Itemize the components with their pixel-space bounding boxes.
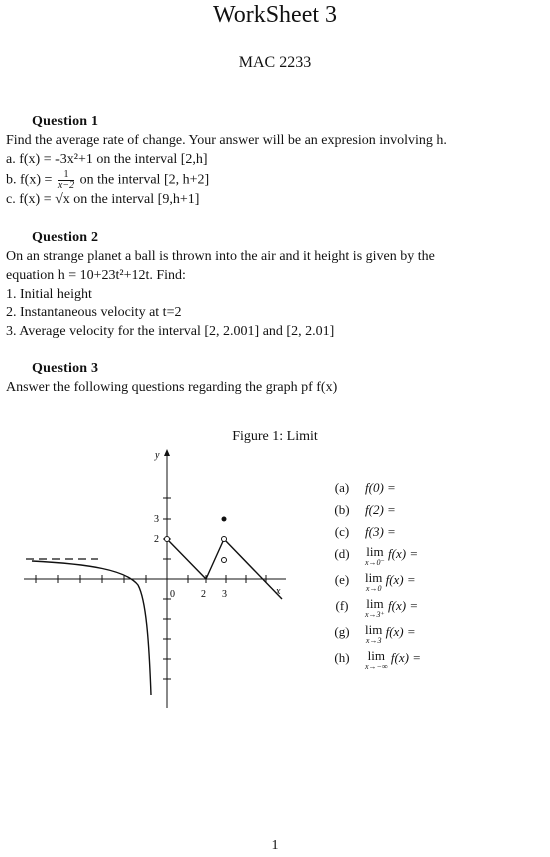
question-label: (e)	[334, 572, 350, 587]
item-function: f(x) = -3x²+1	[19, 152, 93, 167]
question1-prompt: Find the average rate of change. Your answer will be an expresion involving h.	[6, 133, 447, 148]
limit-expression	[365, 624, 416, 645]
item-label: b.	[6, 172, 17, 188]
fraction	[58, 170, 74, 191]
course-code: MAC 2233	[238, 54, 312, 71]
question-label: (a)	[334, 480, 350, 495]
item-interval: on the interval [2, h+2]	[79, 172, 210, 188]
lim-subscript: x→3	[365, 636, 382, 645]
question-expression: f(x) =	[388, 598, 419, 613]
question-label: (g)	[334, 624, 350, 639]
lim-subscript: x→−∞	[365, 662, 388, 671]
lim-word: lim	[366, 544, 384, 559]
limit-expression	[365, 650, 421, 671]
tick-label-x2: 2	[201, 589, 206, 600]
question2-item-3: 3. Average velocity for the interval [2, 2.001] and [2, 2.01]	[6, 324, 335, 339]
question-label: (b)	[334, 502, 350, 517]
lim-word: lim	[366, 596, 384, 611]
figure-question-list	[327, 480, 537, 680]
limit-expression	[365, 546, 418, 567]
left-branch-curve	[32, 561, 151, 695]
limit-operator	[365, 624, 382, 645]
item-interval: on the interval [9,h+1]	[73, 192, 200, 207]
open-dot-3-2	[222, 537, 227, 542]
y-axis-label: y	[155, 450, 160, 461]
item-label: c.	[6, 192, 16, 207]
segment-right	[224, 539, 282, 599]
figure-caption: Figure 1: Limit	[232, 429, 318, 444]
open-dot-3-1	[222, 558, 227, 563]
item-label: a.	[6, 152, 16, 167]
lim-word: lim	[367, 648, 385, 663]
filled-dot-3-3	[222, 517, 227, 522]
question-expression: f(x) =	[385, 624, 416, 639]
question-label: (f)	[335, 598, 349, 613]
question1-heading: Question 1	[32, 114, 99, 129]
y-axis-arrow	[164, 449, 170, 456]
x-axis-label: x	[276, 586, 281, 597]
question-expression: f(x) =	[385, 572, 416, 587]
question2-prompt-line2: equation h = 10+23t²+12t. Find:	[6, 268, 186, 283]
question-label: (d)	[334, 546, 350, 561]
question-expression: f(2) =	[365, 502, 396, 517]
tick-label-x0: 0	[170, 589, 175, 600]
limit-expression	[365, 598, 418, 619]
question3-heading: Question 3	[32, 361, 99, 376]
limit-expression	[365, 572, 416, 593]
item-interval: on the interval [2,h]	[96, 152, 208, 167]
question-expression: f(x) =	[388, 546, 419, 561]
question2-heading: Question 2	[32, 230, 99, 245]
lim-word: lim	[365, 622, 383, 637]
limit-operator	[365, 546, 385, 567]
lim-subscript: x→3⁺	[365, 610, 385, 619]
question1-item-c	[6, 192, 199, 208]
limit-graph	[0, 440, 320, 710]
question1-item-a	[6, 152, 208, 168]
tick-label-y3: 3	[154, 514, 159, 525]
question2-prompt-line1: On an strange planet a ball is thrown into the air and it height is given by the	[6, 249, 435, 264]
limit-operator	[365, 572, 382, 593]
segment-0-to-2	[167, 539, 206, 579]
lim-subscript: x→0	[365, 584, 382, 593]
question3-prompt: Answer the following questions regarding the graph pf f(x)	[6, 380, 338, 395]
limit-operator	[365, 650, 388, 671]
item-function: f(x) =	[20, 172, 53, 188]
limit-operator	[365, 598, 385, 619]
lim-subscript: x→0⁻	[365, 558, 385, 567]
question-label: (h)	[334, 650, 350, 665]
item-function: f(x) = √x	[19, 192, 70, 207]
page-number: 1	[271, 838, 279, 853]
question2-item-2: 2. Instantaneous velocity at t=2	[6, 305, 182, 320]
tick-label-y2: 2	[154, 534, 159, 545]
worksheet-title: WorkSheet 3	[212, 2, 338, 28]
tick-label-x3: 3	[222, 589, 227, 600]
fraction-denominator: x−2	[57, 180, 75, 191]
question-expression: f(0) =	[365, 480, 396, 495]
question-expression: f(3) =	[365, 524, 396, 539]
question-label: (c)	[334, 524, 350, 539]
closed-dot-0-2	[165, 537, 170, 542]
lim-word: lim	[365, 570, 383, 585]
question2-item-1: 1. Initial height	[6, 287, 92, 302]
fraction-numerator: 1	[58, 170, 74, 181]
question1-item-b	[6, 170, 209, 191]
question-expression: f(x) =	[390, 650, 421, 665]
